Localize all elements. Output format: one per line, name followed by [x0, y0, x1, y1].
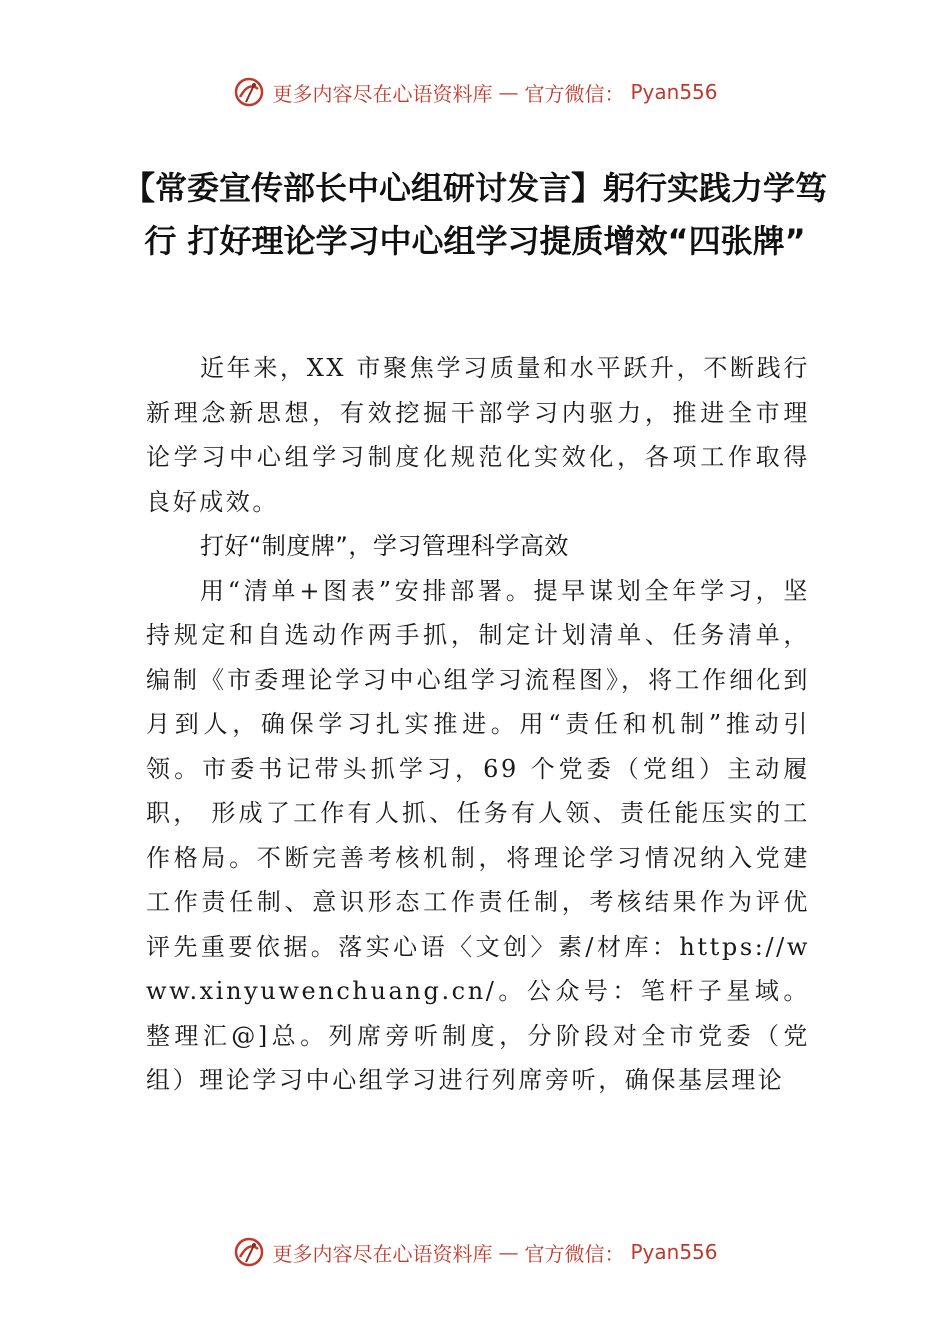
document-title: 【常委宣传部长中心组研讨发言】躬行实践力学笃行 打好理论学习中心组学习提质增效“四张牌” — [122, 169, 827, 260]
watermark-banner-top — [0, 72, 950, 112]
wechat-id: Pyan556 — [630, 1240, 718, 1264]
watermark-banner-bottom — [0, 1232, 950, 1272]
wechat-label: 官方微信： — [524, 81, 625, 106]
document-body — [146, 346, 810, 1103]
intro-paragraph: 近年来，XX 市聚焦学习质量和水平跃升，不断践行新理念新思想，有效挖掘干部学习内驱力，推进全市理论学习中心组学习制度化规范化实效化，各项工作取得良好成效。 — [146, 354, 810, 516]
watermark-separator: — — [498, 80, 519, 104]
section-paragraph: 用“清单+图表”安排部署。提早谋划全年学习，坚持规定和自选动作两手抓，制定计划清单、任务清单，编制《市委理论学习中心组学习流程图》，将工作细化到月到人，确保学习扎实推进。用“责任和机制”推动引领。市委书记带头抓学习，69 个党委（党组）主动履职， 形成了工作有人抓、任务有人领、责任能压实的工作格局。不断完善考核机制，将理论学习情况纳入党建工作责任制、意识形态工作责任制，考核结果作为评优评先重要依据。落实心语〈文创〉素/材库：https://www.xinyuwenchuang.cn/。公众号：笔杆子星域。整理汇@]总。列席旁听制度，分阶段对全市党委（党组）理论学习中心组学习进行列席旁听，确保基层理论 — [146, 576, 810, 1094]
logo-icon — [232, 1235, 266, 1269]
logo-icon — [232, 75, 266, 109]
wechat-label: 官方微信： — [524, 1241, 625, 1266]
watermark-text: 更多内容尽在心语资料库 — [272, 81, 493, 106]
watermark-separator: — — [498, 1240, 519, 1264]
watermark-text: 更多内容尽在心语资料库 — [272, 1241, 493, 1266]
section-heading: 打好“制度牌”，学习管理科学高效 — [200, 532, 569, 560]
wechat-id: Pyan556 — [630, 80, 718, 104]
